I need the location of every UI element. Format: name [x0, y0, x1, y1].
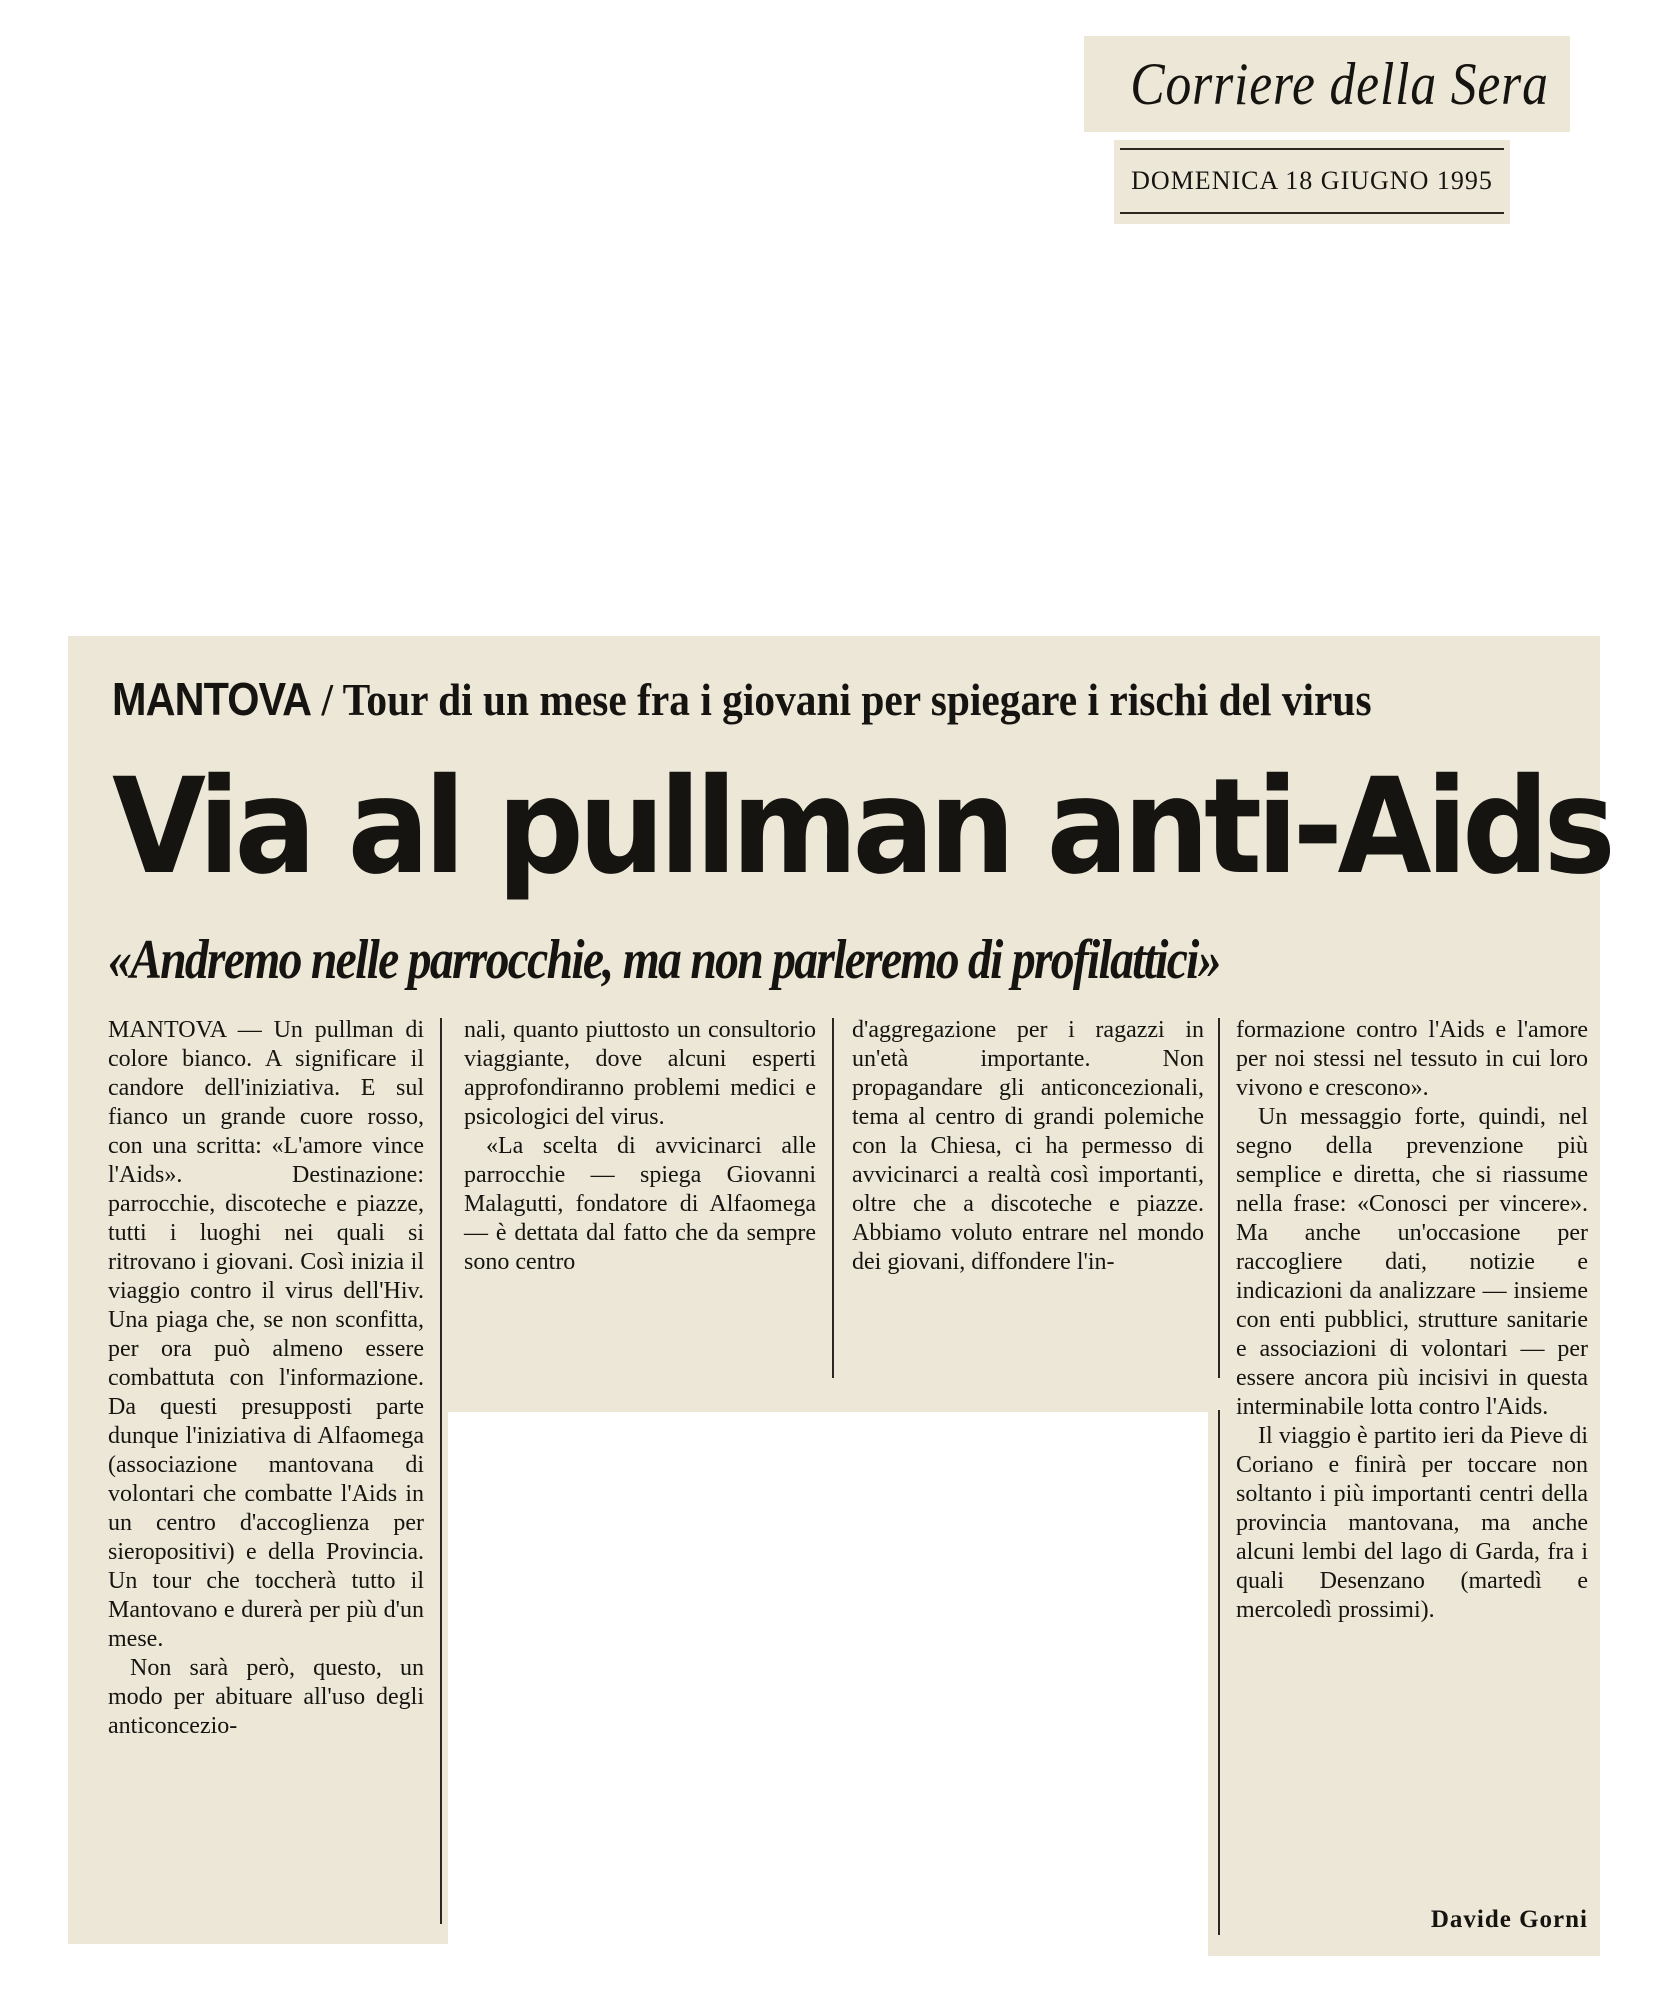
dateline-bottom-rule	[1120, 212, 1504, 214]
body-paragraph: «La scelta di avvicinarci alle parrocchie — spiega Giovanni Malagutti, fondatore di Alfaomega — è dettata dal fatto che da sempre sono centro	[464, 1133, 816, 1275]
column-divider	[1218, 1410, 1220, 1935]
article-column-1	[108, 1016, 424, 1741]
article-column-2	[464, 1016, 816, 1277]
article-column-3	[852, 1016, 1204, 1277]
body-paragraph: Il viaggio è partito ieri da Pieve di Coriano e finirà per toccare non soltanto i più importanti centri della provincia mantovana, ma anche alcuni lembi del lago di Garda, fra i quali Desenzano (martedì e mercoledì prossimi).	[1236, 1423, 1588, 1623]
dateline-top-rule	[1120, 148, 1504, 150]
article-headline: Via al pullman anti-Aids	[112, 750, 1611, 904]
body-paragraph: nali, quanto piuttosto un consultorio viaggiante, dove alcuni esperti approfondiranno problemi medici e psicologici del virus.	[464, 1017, 816, 1130]
body-paragraph: d'aggregazione per i ragazzi in un'età importante. Non propagandare gli anticoncezionali, tema al centro di grandi polemiche con la Chiesa, ci ha permesso di avvicinarci a realtà così importanti, oltre che a discoteche e piazze. Abbiamo voluto entrare nel mondo dei giovani, diffondere l'in-	[852, 1017, 1204, 1275]
article-byline: Davide Gorni	[1430, 1906, 1588, 1933]
article-subhead: «Andremo nelle parrocchie, ma non parleremo di profilattici»	[108, 929, 1220, 991]
body-paragraph: formazione contro l'Aids e l'amore per noi stessi nel tessuto in cui loro vivono e crescono».	[1236, 1017, 1588, 1101]
column-divider	[832, 1018, 834, 1378]
publication-date: DOMENICA 18 GIUGNO 1995	[1131, 166, 1493, 195]
column-divider	[440, 1018, 442, 1924]
body-paragraph: Un messaggio forte, quindi, nel segno della prevenzione più semplice e diretta, che si riassume nella frase: «Conosci per vincere». Ma anche un'occasione per raccogliere dati, notizie e indicazioni da analizzare — insieme con enti pubblici, strutture sanitarie e associazioni di volontari — per essere ancora più incisivi in questa interminabile lotta contro l'Aids.	[1236, 1104, 1588, 1420]
column-divider	[1218, 1018, 1220, 1378]
dateline-clipping	[1114, 140, 1510, 224]
masthead-clipping	[1084, 36, 1570, 132]
newspaper-name: Corriere della Sera	[1130, 51, 1549, 117]
kicker-text: / Tour di un mese fra i giovani per spiegare i rischi del virus	[311, 674, 1372, 725]
kicker-location: MANTOVA	[112, 673, 312, 725]
body-paragraph: MANTOVA — Un pullman di colore bianco. A significare il candore dell'iniziativa. E sul fianco un grande cuore rosso, con una scritta: «L'amore vince l'Aids». Destinazione: parrocchie, discoteche e piazze, tutti i luoghi nei quali si ritrovano i giovani. Così inizia il viaggio contro il virus dell'Hiv. Una piaga che, se non sconfitta, per ora può almeno essere combattuta con l'informazione. Da questi presupposti parte dunque l'iniziativa di Alfaomega (associazione mantovana di volontari che combatte l'Aids in un centro d'accoglienza per sieropositivi) e della Provincia. Un tour che toccherà tutto il Mantovano e durerà per più d'un mese.	[108, 1017, 424, 1652]
article-column-4	[1236, 1016, 1588, 1625]
body-paragraph: Non sarà però, questo, un modo per abituare all'uso degli anticoncezio-	[108, 1655, 424, 1739]
article-kicker	[112, 672, 1444, 726]
